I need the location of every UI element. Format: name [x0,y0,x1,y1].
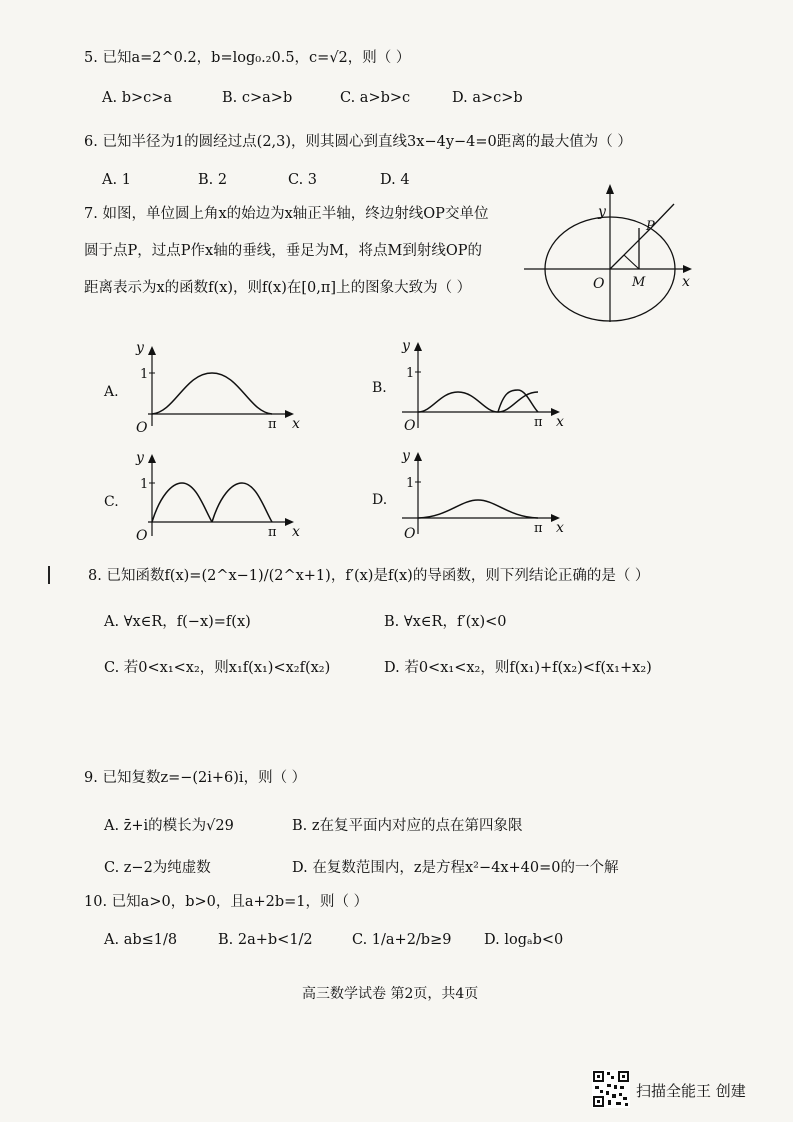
q7-option-c-letter: C. [104,494,119,510]
graph-d-label-pi: π [534,521,543,536]
graph-c-label-o: O [136,528,148,544]
q8-option-d: D. 若0<x₁<x₂，则f(x₁)+f(x₂)<f(x₁+x₂) [384,660,652,676]
q5-option-a: A. b>c>a [102,90,173,106]
q7-option-b-letter: B. [372,380,387,396]
q6-stem: 6. 已知半径为1的圆经过点(2,3)，则其圆心到直线3x−4y−4=0距离的最大值为（ ） [84,134,632,150]
graph-b-label-y: y [402,338,410,354]
graph-b-y-arrow-icon [414,342,422,351]
graph-a-curve [152,373,272,414]
graph-option-c [120,446,320,546]
graph-b-label-one: 1 [406,366,415,381]
q10-option-d: D. logₐb<0 [484,932,564,948]
graph-d-label-one: 1 [406,476,415,491]
graph-a-label-pi: π [268,417,277,432]
q7-option-d-letter: D. [372,492,388,508]
q9-option-a: A. z̄+i的模长为√29 [104,818,234,834]
q10-option-b: B. 2a+b<1/2 [218,932,313,948]
q8-option-b: B. ∀x∈R，f′(x)<0 [384,614,507,630]
q5-option-b: B. c>a>b [222,90,293,106]
q8-option-c: C. 若0<x₁<x₂，则x₁f(x₁)<x₂f(x₂) [104,660,331,676]
q10-option-a: A. ab≤1/8 [104,932,178,948]
graph-option-b [388,336,588,436]
q5-stem: 5. 已知a=2^0.2，b=log₀.₂0.5，c=√2，则（ ） [84,50,411,66]
graph-a-label-x: x [292,416,300,432]
page-footer: 高三数学试卷 第2页，共4页 [302,986,479,1002]
q7-line-1: 7. 如图，单位圆上角x的始边为x轴正半轴，终边射线OP交单位 [84,206,489,222]
graph-d-curve [418,500,538,518]
graph-d-label-y: y [402,448,410,464]
unit-circle-figure [520,176,700,326]
graph-option-a [120,336,320,436]
q8-option-a: A. ∀x∈R，f(−x)=f(x) [104,614,251,630]
figure-x-arrow-icon [683,265,692,273]
q7-line-2: 圆于点P，过点P作x轴的垂线，垂足为M，将点M到射线OP的 [84,243,483,259]
graph-c-curve-2 [212,483,272,522]
q5-option-d: D. a>c>b [452,90,523,106]
graph-a-label-o: O [136,420,148,436]
figure-label-x: x [682,274,690,290]
figure-label-o: O [593,276,605,292]
graph-c-label-one: 1 [140,477,149,492]
q6-option-a: A. 1 [102,172,131,188]
q6-option-c: C. 3 [288,172,318,188]
graph-c-label-pi: π [268,525,277,540]
graph-c-label-y: y [136,450,144,466]
q9-option-c: C. z−2为纯虚数 [104,860,211,876]
graph-d-y-arrow-icon [414,452,422,461]
graph-a-label-y: y [136,340,144,356]
figure-label-p: P [646,219,655,234]
graph-d-label-x: x [556,520,564,536]
ray-op [610,228,651,269]
graph-b-label-x: x [556,414,564,430]
q9-stem: 9. 已知复数z=−(2i+6)i，则（ ） [84,770,307,786]
q7-line-3: 距离表示为x的函数f(x)，则f(x)在[0,π]上的图象大致为（ ） [84,280,472,296]
distance-segment [624,255,639,269]
graph-b-label-o: O [404,418,416,434]
graph-option-d [388,446,588,546]
q6-option-b: B. 2 [198,172,228,188]
q8-stem: 8. 已知函数f(x)=(2^x−1)/(2^x+1)，f′(x)是f(x)的导函数，则下列结论正确的是（ ） [88,568,650,584]
q5-option-c: C. a>b>c [340,90,411,106]
graph-c-label-x: x [292,524,300,540]
graph-b-label-pi: π [534,415,543,430]
graph-c-curve-1 [152,483,212,522]
graph-c-y-arrow-icon [148,454,156,463]
graph-d-label-o: O [404,526,416,542]
graph-a-label-one: 1 [140,367,149,382]
q10-stem: 10. 已知a>0，b>0，且a+2b=1，则（ ） [84,894,369,910]
q7-option-a-letter: A. [104,384,119,400]
q6-option-d: D. 4 [380,172,410,188]
qr-code-icon [592,1070,630,1108]
margin-mark [48,566,50,584]
graph-a-y-arrow-icon [148,346,156,355]
q10-option-c: C. 1/a+2/b≥9 [352,932,452,948]
figure-y-arrow-icon [606,184,614,194]
figure-label-m: M [632,275,646,290]
graph-b-curve-1 [418,392,538,412]
q9-option-d: D. 在复数范围内，z是方程x²−4x+40=0的一个解 [292,860,619,876]
figure-label-y: y [598,204,606,220]
q9-option-b: B. z在复平面内对应的点在第四象限 [292,818,523,834]
scanner-watermark: 扫描全能王 创建 [636,1082,746,1100]
